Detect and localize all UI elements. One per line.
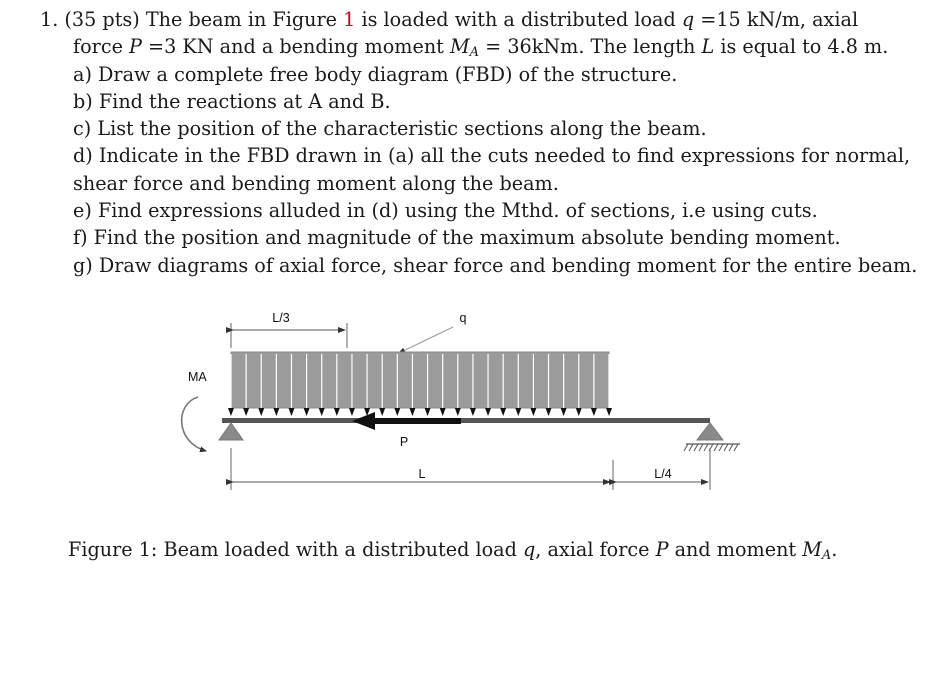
dimension-l4 <box>616 448 710 490</box>
caption-text: Figure 1: Beam loaded with a distributed load <box>68 538 523 561</box>
beam <box>222 418 710 423</box>
ground-hatch-line <box>724 444 728 451</box>
distributed-load <box>228 352 612 416</box>
caption-math-P: P <box>655 538 669 561</box>
math-M: M <box>450 35 470 59</box>
ground-hatch-line <box>719 444 723 451</box>
load-arrow-head <box>258 408 264 416</box>
question-e: e) Find expressions alluded in (d) using the Mthd. of sections, i.e using cuts. <box>73 199 818 223</box>
load-arrow-head <box>546 408 552 416</box>
figure-caption <box>68 537 837 563</box>
load-arrow-head <box>485 408 491 416</box>
load-arrow-head <box>409 408 415 416</box>
load-arrow-head <box>425 408 431 416</box>
question-d-line1: d) Indicate in the FBD drawn in (a) all the cuts needed to find expressions for normal, <box>73 144 911 168</box>
label-l: L <box>418 467 426 481</box>
label-q: q <box>459 311 467 325</box>
label-p: P <box>399 435 409 449</box>
text-span: =15 kN/m, axial <box>694 8 859 31</box>
question-f: f) Find the position and magnitude of the maximum absolute bending moment. <box>73 226 841 250</box>
load-arrow-head <box>304 408 310 416</box>
ground-hatch-line <box>729 444 733 451</box>
text-span: (35 pts) The beam in Figure <box>64 8 344 31</box>
math-q: q <box>681 8 695 31</box>
load-arrow-head <box>379 408 385 416</box>
caption-math-M: M <box>802 538 822 561</box>
load-arrow-head <box>334 408 340 416</box>
load-arrow-head <box>243 408 249 416</box>
load-arrow-head <box>500 408 506 416</box>
question-g: g) Draw diagrams of axial force, shear force and bending moment for the entire beam. <box>73 253 918 277</box>
load-arrow-head <box>288 408 294 416</box>
load-arrow-head <box>273 408 279 416</box>
pin-support-a <box>219 423 243 440</box>
text-span: force <box>73 35 130 59</box>
question-c: c) List the position of the characteristic sections along the beam. <box>73 117 707 141</box>
text-span: =3 KN and a bending moment <box>141 35 450 59</box>
ground-hatch-line <box>694 444 698 451</box>
ground-hatch-line <box>704 444 708 451</box>
axial-force-p <box>352 412 461 449</box>
load-arrow-head <box>530 408 536 416</box>
label-l4: L/4 <box>654 467 672 481</box>
caption-math-q: q <box>522 538 536 561</box>
load-arrow-head <box>394 408 400 416</box>
label-ma: MA <box>188 370 207 384</box>
ground-hatch-line <box>734 444 738 451</box>
caption-math-sub-A: A <box>821 548 832 563</box>
load-arrow-head <box>561 408 567 416</box>
ground-hatch-line <box>684 444 688 451</box>
load-arrow-head <box>606 408 612 416</box>
load-arrow-head <box>576 408 582 416</box>
problem-number: 1. <box>40 8 59 31</box>
roller-support-b <box>684 423 740 451</box>
load-arrow-head <box>470 408 476 416</box>
ground-hatch-line <box>689 444 693 451</box>
caption-text: . <box>831 538 838 561</box>
question-a: a) Draw a complete free body diagram (FBD) of the structure. <box>73 62 678 86</box>
text-span: = 36kNm. The length <box>479 35 702 59</box>
caption-text: and moment <box>668 538 803 561</box>
distributed-load-block <box>231 352 609 408</box>
question-b: b) Find the reactions at A and B. <box>73 89 391 113</box>
math-L: L <box>701 35 715 59</box>
dimension-l3 <box>231 311 347 348</box>
math-sub-A: A <box>469 45 480 61</box>
math-P: P <box>129 35 142 59</box>
label-l3: L/3 <box>272 311 290 325</box>
caption-text: , axial force <box>535 538 656 561</box>
text-span: is equal to 4.8 m. <box>714 35 889 59</box>
load-arrow-head <box>515 408 521 416</box>
load-arrow-head <box>440 408 446 416</box>
load-arrow-head <box>228 408 234 416</box>
text-span: is loaded with a distributed load <box>355 8 682 31</box>
ground-hatch-line <box>699 444 703 451</box>
load-arrow-head <box>591 408 597 416</box>
question-d-line2: shear force and bending moment along the beam. <box>73 171 559 195</box>
figure-reference-link[interactable]: 1 <box>343 8 356 31</box>
ground-hatch-line <box>714 444 718 451</box>
dimension-l <box>231 448 613 490</box>
load-arrow-head <box>319 408 325 416</box>
load-arrow-head <box>349 408 355 416</box>
moment-ma <box>182 370 208 451</box>
load-arrow-head <box>455 408 461 416</box>
load-label-q <box>399 311 467 353</box>
